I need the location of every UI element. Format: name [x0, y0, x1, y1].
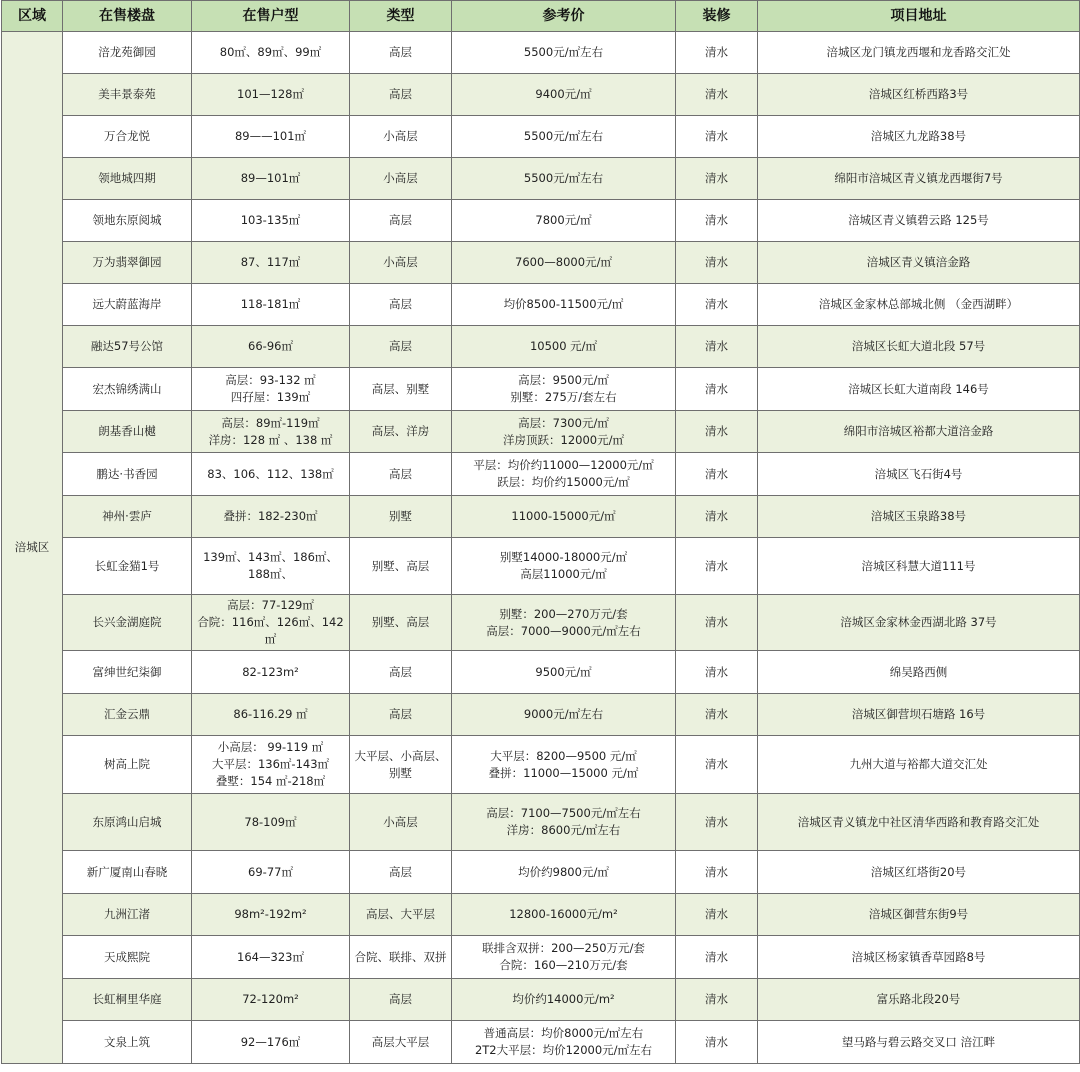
unit-type-cell [192, 694, 350, 736]
property-name-cell: 天成熙院 [63, 936, 192, 979]
unit-type-cell-line: 78-109㎡ [244, 814, 297, 829]
building-type-cell [350, 326, 452, 368]
building-type-cell-line: 高层 [389, 339, 412, 354]
decoration-cell: 清水 [676, 411, 758, 453]
property-name-cell: 领地城四期 [63, 158, 192, 200]
building-type-cell-line: 合院、联排、双拼 [354, 949, 447, 964]
building-type-cell-line: 高层、洋房 [371, 424, 430, 439]
building-type-cell [350, 32, 452, 74]
property-name-cell: 富绅世纪柒御 [63, 651, 192, 694]
price-cell [452, 496, 676, 538]
building-type-cell [350, 851, 452, 894]
building-type-cell-line: 高层、别墅 [371, 381, 430, 396]
unit-type-cell-line: 82-123m² [242, 664, 299, 679]
building-type-cell [350, 894, 452, 936]
building-type-cell-line: 高层 [389, 664, 412, 679]
building-type-cell [350, 368, 452, 411]
unit-type-cell [192, 200, 350, 242]
unit-type-cell-line: 83、106、112、138㎡ [207, 466, 334, 481]
building-type-cell [350, 200, 452, 242]
decoration-cell: 清水 [676, 453, 758, 496]
building-type-cell-line: 高层 [389, 466, 412, 481]
address-cell: 涪城区九龙路38号 [758, 116, 1080, 158]
building-type-cell-line: 高层、大平层 [366, 907, 435, 922]
building-type-cell-line: 别墅 [389, 509, 412, 524]
building-type-cell [350, 694, 452, 736]
property-name-cell: 万合龙悦 [63, 116, 192, 158]
unit-type-cell [192, 851, 350, 894]
price-cell-line: 洋房顶跃：12000元/㎡ [503, 432, 624, 447]
price-cell-line: 12800-16000元/m² [509, 907, 618, 922]
price-cell-line: 5500元/㎡左右 [523, 129, 604, 144]
address-cell: 涪城区玉泉路38号 [758, 496, 1080, 538]
table-row [2, 158, 1080, 200]
price-cell-line: 2T2大平层：均价12000元/㎡左右 [474, 1043, 653, 1057]
unit-type-cell-line: 大平层：136㎡-143㎡ [211, 757, 330, 772]
price-cell-line: 5500元/㎡左右 [523, 45, 604, 60]
price-cell-line: 洋房：8600元/㎡左右 [506, 823, 621, 837]
property-name-cell: 领地东原阅城 [63, 200, 192, 242]
decoration-cell: 清水 [676, 242, 758, 284]
address-cell: 涪城区金家林金西湖北路 37号 [758, 595, 1080, 651]
building-type-cell-line: 高层 [389, 992, 412, 1007]
price-cell [452, 200, 676, 242]
unit-type-cell [192, 116, 350, 158]
address-cell: 九州大道与裕都大道交汇处 [758, 736, 1080, 794]
decoration-cell: 清水 [676, 1021, 758, 1064]
building-type-cell [350, 736, 452, 794]
decoration-cell: 清水 [676, 851, 758, 894]
address-cell: 绵阳市涪城区裕都大道涪金路 [758, 411, 1080, 453]
unit-type-cell-line: 103-135㎡ [240, 213, 301, 228]
building-type-cell [350, 496, 452, 538]
building-type-cell [350, 242, 452, 284]
price-cell [452, 158, 676, 200]
unit-type-cell [192, 794, 350, 851]
header-price: 参考价 [452, 1, 676, 32]
price-cell-line: 大平层：8200—9500 元/㎡ [490, 748, 637, 763]
price-cell-line: 7600—8000元/㎡ [515, 255, 612, 270]
building-type-cell [350, 651, 452, 694]
address-cell: 望马路与碧云路交叉口 涪江畔 [758, 1021, 1080, 1064]
unit-type-cell [192, 284, 350, 326]
price-cell [452, 736, 676, 794]
address-cell: 涪城区御营坝石塘路 16号 [758, 694, 1080, 736]
price-cell-line: 别墅14000-18000元/㎡ [499, 550, 628, 565]
decoration-cell: 清水 [676, 496, 758, 538]
building-type-cell-line: 高层 [389, 213, 412, 228]
unit-type-cell-line: 高层：77-129㎡ [227, 598, 314, 613]
address-cell: 绵吴路西侧 [758, 651, 1080, 694]
building-type-cell-line: 别墅 [389, 765, 412, 780]
address-cell: 涪城区红塔街20号 [758, 851, 1080, 894]
price-cell-line: 高层：7000—9000元/㎡左右 [486, 623, 641, 638]
header-property: 在售楼盘 [63, 1, 192, 32]
unit-type-cell [192, 651, 350, 694]
building-type-cell [350, 1021, 452, 1064]
property-name-cell: 神州·雲庐 [63, 496, 192, 538]
unit-type-cell [192, 74, 350, 116]
address-cell: 涪城区青义镇涪金路 [758, 242, 1080, 284]
price-cell-line: 高层：7100—7500元/㎡左右 [486, 806, 641, 821]
price-cell [452, 538, 676, 595]
price-cell-line: 10500 元/㎡ [529, 339, 598, 354]
decoration-cell: 清水 [676, 74, 758, 116]
unit-type-cell-line: 合院：116㎡、126㎡、142㎡ [197, 615, 344, 646]
property-name-cell: 万为翡翠御园 [63, 242, 192, 284]
table-row [2, 736, 1080, 794]
table-row [2, 1021, 1080, 1064]
price-cell-line: 叠拼：11000—15000 元/㎡ [488, 765, 639, 780]
price-cell [452, 116, 676, 158]
property-name-cell: 东原鸿山启城 [63, 794, 192, 851]
price-cell [452, 411, 676, 453]
unit-type-cell-line: 92—176㎡ [240, 1034, 301, 1049]
decoration-cell: 清水 [676, 595, 758, 651]
price-cell-line: 普通高层：均价8000元/㎡左右 [483, 1026, 644, 1041]
unit-type-cell-line: 小高层： 99-119 ㎡ [217, 740, 324, 755]
price-cell-line: 别墅：200—270万元/套 [499, 606, 628, 621]
building-type-cell [350, 453, 452, 496]
price-cell-line: 合院：160—210万元/套 [499, 958, 628, 972]
price-cell-line: 别墅：275万/套左右 [510, 390, 617, 404]
address-cell: 涪城区飞石街4号 [758, 453, 1080, 496]
table-row [2, 453, 1080, 496]
table-row [2, 794, 1080, 851]
header-address: 项目地址 [758, 1, 1080, 32]
address-cell: 涪城区青义镇碧云路 125号 [758, 200, 1080, 242]
price-cell-line: 高层：7300元/㎡ [518, 415, 609, 430]
unit-type-cell [192, 411, 350, 453]
unit-type-cell-line: 66-96㎡ [248, 339, 293, 354]
decoration-cell: 清水 [676, 538, 758, 595]
address-cell: 富乐路北段20号 [758, 979, 1080, 1021]
region-cell: 涪城区 [2, 32, 63, 1064]
price-cell-line: 平层：均价约11000—12000元/㎡ [473, 458, 654, 473]
price-cell-line: 11000-15000元/㎡ [511, 509, 616, 524]
price-cell [452, 453, 676, 496]
decoration-cell: 清水 [676, 979, 758, 1021]
property-name-cell: 朗基香山樾 [63, 411, 192, 453]
address-cell: 涪城区青义镇龙中社区清华西路和教育路交汇处 [758, 794, 1080, 851]
unit-type-cell [192, 242, 350, 284]
price-cell-line: 5500元/㎡左右 [523, 171, 604, 186]
property-name-cell: 鹏达·书香园 [63, 453, 192, 496]
building-type-cell [350, 936, 452, 979]
property-name-cell: 远大蔚蓝海岸 [63, 284, 192, 326]
address-cell: 涪城区龙门镇龙西堰和龙香路交汇处 [758, 32, 1080, 74]
unit-type-cell [192, 496, 350, 538]
property-name-cell: 涪龙苑御园 [63, 32, 192, 74]
property-name-cell: 长虹金猫1号 [63, 538, 192, 595]
table-row [2, 411, 1080, 453]
price-cell [452, 794, 676, 851]
unit-type-cell [192, 736, 350, 794]
unit-type-cell-line: 洋房：128 ㎡ 、138 ㎡ [208, 432, 333, 447]
building-type-cell [350, 794, 452, 851]
unit-type-cell-line: 89—101㎡ [240, 171, 301, 186]
building-type-cell-line: 高层 [389, 45, 412, 60]
unit-type-cell-line: 164—323㎡ [237, 949, 304, 964]
table-row [2, 595, 1080, 651]
property-name-cell: 融达57号公馆 [63, 326, 192, 368]
unit-type-cell-line: 叠墅：154 ㎡-218㎡ [215, 773, 326, 788]
table-row [2, 284, 1080, 326]
unit-type-cell-line: 118-181㎡ [240, 297, 301, 312]
table-row [2, 368, 1080, 411]
table-row [2, 651, 1080, 694]
price-cell-line: 9000元/㎡左右 [523, 707, 604, 722]
price-cell [452, 595, 676, 651]
table-row [2, 496, 1080, 538]
price-cell [452, 694, 676, 736]
unit-type-cell [192, 453, 350, 496]
building-type-cell-line: 别墅、高层 [371, 615, 430, 630]
unit-type-cell-line: 四孖屋：139㎡ [230, 390, 311, 404]
price-cell-line: 联排含双拼：200—250万元/套 [482, 941, 645, 956]
price-cell [452, 1021, 676, 1064]
price-cell [452, 651, 676, 694]
price-cell-line: 9500元/㎡ [535, 664, 592, 679]
unit-type-cell [192, 538, 350, 595]
decoration-cell: 清水 [676, 936, 758, 979]
table-row [2, 74, 1080, 116]
price-cell-line: 9400元/㎡ [535, 87, 592, 102]
price-cell-line: 7800元/㎡ [535, 213, 592, 228]
building-type-cell-line: 别墅、高层 [371, 558, 430, 573]
table-row [2, 936, 1080, 979]
price-cell [452, 894, 676, 936]
price-cell-line: 高层11000元/㎡ [520, 567, 607, 581]
unit-type-cell-line: 高层：89㎡-119㎡ [221, 415, 320, 430]
building-type-cell [350, 411, 452, 453]
building-type-cell-line: 小高层 [383, 814, 418, 829]
decoration-cell: 清水 [676, 116, 758, 158]
decoration-cell: 清水 [676, 736, 758, 794]
decoration-cell: 清水 [676, 651, 758, 694]
unit-type-cell-line: 69-77㎡ [248, 864, 293, 879]
building-type-cell [350, 979, 452, 1021]
unit-type-cell [192, 368, 350, 411]
price-cell-line: 跃层：均价约15000元/㎡ [497, 475, 630, 489]
property-name-cell: 长虹桐里华庭 [63, 979, 192, 1021]
building-type-cell-line: 小高层 [383, 171, 418, 186]
building-type-cell-line: 高层 [389, 297, 412, 312]
unit-type-cell [192, 936, 350, 979]
unit-type-cell-line: 高层：93-132 ㎡ [225, 373, 316, 388]
decoration-cell: 清水 [676, 284, 758, 326]
address-cell: 涪城区金家林总部城北侧 （金西湖畔） [758, 284, 1080, 326]
building-type-cell [350, 284, 452, 326]
decoration-cell: 清水 [676, 694, 758, 736]
property-name-cell: 新广厦南山春晓 [63, 851, 192, 894]
unit-type-cell-line: 80㎡、89㎡、99㎡ [219, 45, 322, 60]
unit-type-cell-line: 72-120m² [242, 992, 299, 1007]
decoration-cell: 清水 [676, 158, 758, 200]
building-type-cell-line: 大平层、小高层、 [354, 748, 447, 763]
price-cell [452, 936, 676, 979]
table-row [2, 979, 1080, 1021]
property-name-cell: 文泉上筑 [63, 1021, 192, 1064]
table-row [2, 242, 1080, 284]
property-name-cell: 长兴金湖庭院 [63, 595, 192, 651]
building-type-cell-line: 高层大平层 [371, 1034, 430, 1049]
unit-type-cell-line: 86-116.29 ㎡ [233, 707, 308, 722]
building-type-cell [350, 74, 452, 116]
unit-type-cell [192, 1021, 350, 1064]
unit-type-cell-line: 139㎡、143㎡、186㎡、188㎡、 [203, 550, 338, 581]
table-row [2, 851, 1080, 894]
unit-type-cell-line: 101—128㎡ [237, 87, 304, 102]
table-row [2, 326, 1080, 368]
decoration-cell: 清水 [676, 368, 758, 411]
price-cell-line: 高层：9500元/㎡ [518, 373, 609, 388]
unit-type-cell [192, 979, 350, 1021]
table-row [2, 32, 1080, 74]
address-cell: 涪城区长虹大道北段 57号 [758, 326, 1080, 368]
price-cell [452, 74, 676, 116]
price-cell [452, 368, 676, 411]
address-cell: 涪城区御营东街9号 [758, 894, 1080, 936]
table-row [2, 116, 1080, 158]
header-unit: 在售户型 [192, 1, 350, 32]
building-type-cell-line: 小高层 [383, 255, 418, 270]
unit-type-cell-line: 89——101㎡ [234, 129, 307, 144]
property-name-cell: 宏杰锦绣满山 [63, 368, 192, 411]
header-decoration: 装修 [676, 1, 758, 32]
address-cell: 绵阳市涪城区青义镇龙西堰街7号 [758, 158, 1080, 200]
price-cell [452, 32, 676, 74]
building-type-cell [350, 595, 452, 651]
building-type-cell [350, 158, 452, 200]
price-cell-line: 均价约14000元/m² [512, 992, 615, 1007]
unit-type-cell [192, 595, 350, 651]
price-cell-line: 均价8500-11500元/㎡ [503, 297, 624, 312]
building-type-cell-line: 高层 [389, 864, 412, 879]
decoration-cell: 清水 [676, 794, 758, 851]
unit-type-cell [192, 894, 350, 936]
unit-type-cell [192, 158, 350, 200]
header-type: 类型 [350, 1, 452, 32]
property-name-cell: 美丰景泰苑 [63, 74, 192, 116]
table-row [2, 200, 1080, 242]
unit-type-cell-line: 叠拼：182-230㎡ [223, 509, 318, 524]
header-region: 区域 [2, 1, 63, 32]
decoration-cell: 清水 [676, 326, 758, 368]
price-cell [452, 242, 676, 284]
decoration-cell: 清水 [676, 894, 758, 936]
property-name-cell: 九洲江渚 [63, 894, 192, 936]
address-cell: 涪城区科慧大道111号 [758, 538, 1080, 595]
price-cell [452, 284, 676, 326]
property-name-cell: 树高上院 [63, 736, 192, 794]
address-cell: 涪城区杨家镇香草园路8号 [758, 936, 1080, 979]
address-cell: 涪城区红桥西路3号 [758, 74, 1080, 116]
property-table [1, 0, 1080, 1064]
decoration-cell: 清水 [676, 32, 758, 74]
unit-type-cell [192, 326, 350, 368]
building-type-cell [350, 116, 452, 158]
unit-type-cell [192, 32, 350, 74]
price-cell-line: 均价约9800元/㎡ [518, 864, 609, 879]
price-cell [452, 851, 676, 894]
address-cell: 涪城区长虹大道南段 146号 [758, 368, 1080, 411]
table-row [2, 694, 1080, 736]
building-type-cell [350, 538, 452, 595]
price-cell [452, 326, 676, 368]
building-type-cell-line: 高层 [389, 87, 412, 102]
property-name-cell: 汇金云鼎 [63, 694, 192, 736]
decoration-cell: 清水 [676, 200, 758, 242]
unit-type-cell-line: 87、117㎡ [240, 255, 301, 270]
unit-type-cell-line: 98m²-192m² [234, 907, 307, 922]
price-cell [452, 979, 676, 1021]
building-type-cell-line: 小高层 [383, 129, 418, 144]
table-row [2, 538, 1080, 595]
table-row [2, 894, 1080, 936]
header-row [2, 1, 1080, 32]
building-type-cell-line: 高层 [389, 707, 412, 722]
table-body [2, 32, 1080, 1064]
